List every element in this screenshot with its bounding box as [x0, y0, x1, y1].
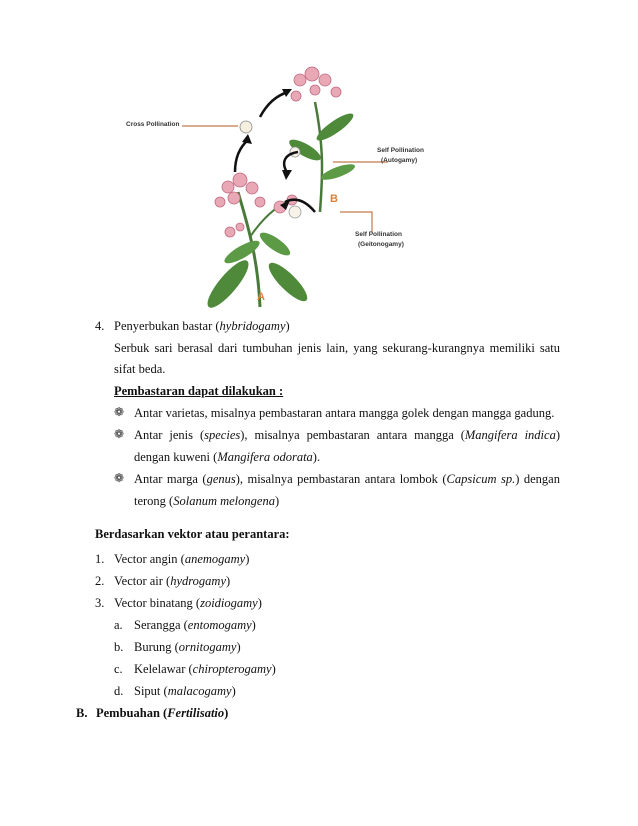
vector-sub-item: Kelelawar (chiropterogamy): [134, 662, 276, 676]
vector-item: Vector binatang (zoidiogamy): [114, 596, 262, 610]
vector-sub-item: Serangga (entomogamy): [134, 618, 256, 632]
bullet-2-line2: dengan kuweni (Mangifera odorata).: [134, 450, 321, 464]
vector-item-num: 3.: [95, 596, 105, 610]
item4-desc-line2: sifat beda.: [114, 362, 166, 376]
bullet-3-line1: Antar marga (genus), misalnya pembastaran antara lombok (Capsicum sp.) dengan: [134, 472, 560, 486]
cross-pollination-label: Cross Pollination: [126, 121, 180, 128]
item4-title: Penyerbukan bastar (hybridogamy): [114, 319, 290, 333]
plant-a-leaf: [202, 255, 254, 312]
vector-sub-letter: c.: [114, 662, 123, 676]
bullet-1: Antar varietas, misalnya pembastaran antara mangga golek dengan mangga gadung.: [134, 406, 555, 420]
self-pollination-label-2: Self Pollination: [355, 231, 402, 238]
plant-a-leaf: [257, 229, 293, 259]
vector-item-num: 2.: [95, 574, 105, 588]
plant-a-open-flower: [289, 206, 301, 218]
vector-item-num: 1.: [95, 552, 105, 566]
vector-item: Vector air (hydrogamy): [114, 574, 231, 588]
pollination-figure: [110, 62, 460, 312]
flower-bullet-icon: ❁: [114, 471, 125, 485]
flower-bullet-icon: ❁: [114, 405, 125, 419]
self-pollination-label: Self Pollination: [377, 147, 424, 154]
vector-sub-letter: a.: [114, 618, 123, 632]
plant-b-label: B: [330, 193, 338, 205]
plant-b-flowers: [291, 67, 341, 101]
pollinator-flower: [240, 121, 252, 133]
bullet-3-line2: terong (Solanum melongena): [134, 494, 280, 508]
item4-subheading: Pembastaran dapat dilakukan :: [114, 384, 284, 398]
section-b-letter: B.: [76, 706, 88, 720]
vector-sub-item: Siput (malacogamy): [134, 684, 236, 698]
label-lines: [182, 126, 388, 232]
vector-heading: Berdasarkan vektor atau perantara:: [95, 527, 290, 541]
vector-sub-letter: b.: [114, 640, 124, 654]
vector-sub-letter: d.: [114, 684, 124, 698]
plant-a-leaf: [264, 258, 312, 306]
section-b-heading: Pembuahan (Fertilisatio): [96, 706, 229, 720]
plant-b-leaf: [319, 161, 356, 183]
vector-item: Vector angin (anemogamy): [114, 552, 250, 566]
autogamy-label: (Autogamy): [381, 157, 418, 164]
vector-sub-item: Burung (ornitogamy): [134, 640, 241, 654]
item4-number: 4.: [95, 319, 105, 333]
flower-bullet-icon: ❁: [114, 427, 125, 441]
bullet-2-line1: Antar jenis (species), misalnya pembastaran antara mangga (Mangifera indica): [134, 428, 560, 442]
item4-desc-line1: Serbuk sari berasal dari tumbuhan jenis lain, yang sekurang-kurangnya memiliki satu: [114, 341, 560, 355]
plant-a-label: A: [257, 291, 265, 303]
geitonogamy-label: (Geitonogamy): [358, 241, 404, 248]
